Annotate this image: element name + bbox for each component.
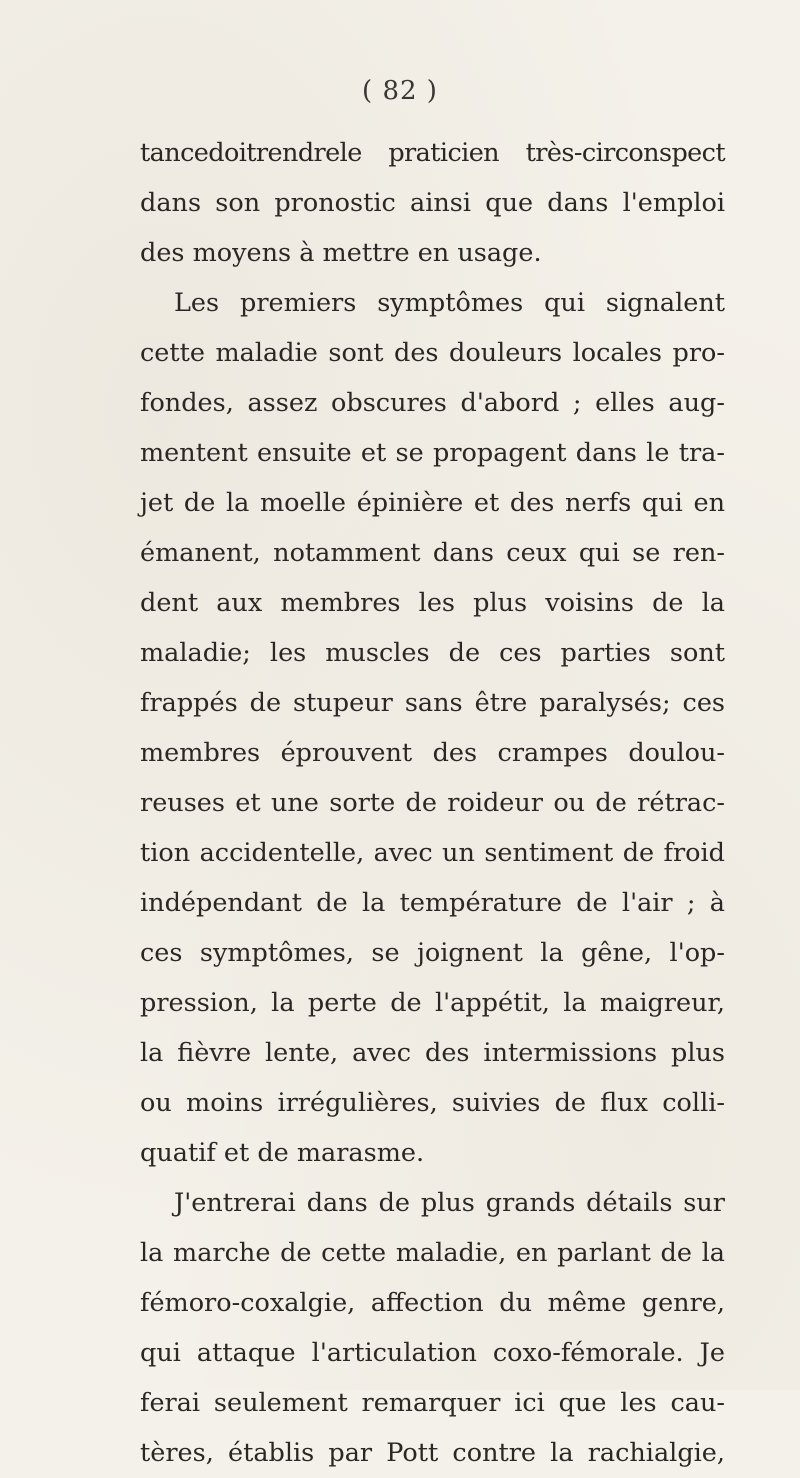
text-line: quatif et de marasme. — [140, 1138, 425, 1168]
text-line: fémoro-coxalgie, affection du même genre, — [140, 1288, 725, 1318]
text-line: ces symptômes, se joignent la gêne, l'op- — [140, 938, 725, 968]
text-line: tères, établis par Pott contre la rachialgie, — [140, 1438, 725, 1468]
text-line: tancedoitrendrele praticien très-circonspect — [140, 138, 725, 168]
text-line: reuses et une sorte de roideur ou de rétrac- — [140, 788, 725, 818]
text-line: la fièvre lente, avec des intermissions plus — [140, 1038, 725, 1068]
text-line: émanent, notamment dans ceux qui se ren- — [140, 538, 725, 568]
paragraph-start-line: Les premiers symptômes qui signalent — [174, 288, 725, 318]
text-line: membres éprouvent des crampes doulou- — [140, 738, 725, 768]
text-line: ferai seulement remarquer ici que les cau- — [140, 1388, 725, 1418]
text-line: maladie; les muscles de ces parties sont — [140, 638, 725, 668]
text-line: pression, la perte de l'appétit, la maigreur, — [140, 988, 725, 1018]
text-line: des moyens à mettre en usage. — [140, 238, 542, 268]
text-line: frappés de stupeur sans être paralysés; ces — [140, 688, 725, 718]
text-line: cette maladie sont des douleurs locales pro- — [140, 338, 725, 368]
text-line: la marche de cette maladie, en parlant de la — [140, 1238, 725, 1268]
text-line: fondes, assez obscures d'abord ; elles aug- — [140, 388, 725, 418]
text-line: indépendant de la température de l'air ; à — [140, 888, 725, 918]
text-line: tion accidentelle, avec un sentiment de froid — [140, 838, 725, 868]
text-line: qui attaque l'articulation coxo-fémorale. Je — [140, 1338, 725, 1368]
text-line: jet de la moelle épinière et des nerfs qui en — [140, 488, 725, 518]
text-line: dans son pronostic ainsi que dans l'emploi — [140, 188, 725, 218]
paragraph-start-line: J'entrerai dans de plus grands détails sur — [174, 1188, 725, 1218]
text-line: mentent ensuite et se propagent dans le tra- — [140, 438, 725, 468]
text-line: ou moins irrégulières, suivies de flux colli- — [140, 1088, 725, 1118]
body-text — [140, 128, 725, 1478]
text-line: dent aux membres les plus voisins de la — [140, 588, 725, 618]
page-number: ( 82 ) — [362, 76, 438, 106]
